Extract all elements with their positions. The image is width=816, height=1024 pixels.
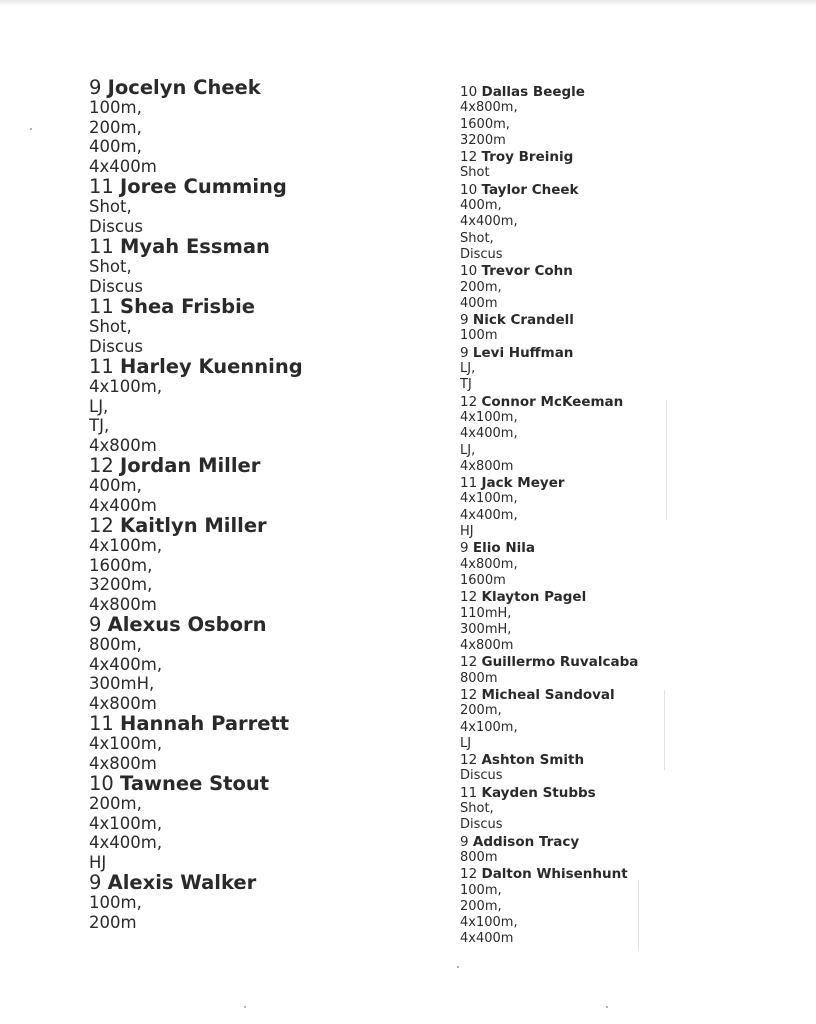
event-item: 100m,	[89, 98, 142, 117]
event-item: 800m	[460, 670, 498, 686]
athlete-name: Dallas Beegle	[481, 84, 585, 100]
athlete-grade: 9	[89, 76, 102, 99]
boys-roster-column	[460, 84, 790, 948]
athlete-grade: 12	[89, 454, 114, 477]
scan-edge-line	[638, 880, 639, 950]
event-item: 4x100m,	[460, 719, 518, 735]
athlete-name: Nick Crandell	[472, 312, 574, 329]
athlete-entry	[460, 345, 790, 394]
athlete-name: Trevor Cohn	[481, 263, 573, 280]
athlete-grade: 12	[460, 686, 478, 703]
athlete-grade: 12	[460, 752, 478, 769]
athlete-name: Shea Frisbie	[120, 295, 255, 318]
event-item: 4x100m,	[89, 734, 163, 753]
event-item: 4x400m,	[89, 654, 163, 674]
athlete-name-line	[460, 263, 790, 279]
event-item: 4x100m,	[89, 377, 163, 396]
athlete-grade: 12	[460, 589, 478, 606]
athlete-name-line	[460, 345, 790, 361]
athlete-grade: 9	[460, 344, 469, 361]
athlete-entry	[460, 785, 790, 834]
event-item: 800m	[460, 849, 498, 865]
event-item: 4x100m,	[89, 536, 163, 555]
event-item: 4x400m	[460, 931, 514, 947]
event-item: Shot,	[89, 257, 132, 276]
athlete-grade: 9	[89, 613, 102, 636]
athlete-entry	[89, 872, 419, 932]
athlete-name-line	[89, 176, 419, 197]
scan-speck	[606, 1006, 608, 1008]
event-item: Discus	[460, 817, 503, 833]
athlete-grade: 12	[460, 393, 478, 410]
event-item: TJ	[460, 377, 472, 393]
athlete-entry	[460, 475, 790, 540]
event-item: 4x800m,	[460, 556, 518, 572]
scan-edge-line	[664, 690, 665, 770]
athlete-name: Kayden Stubbs	[481, 784, 596, 801]
event-item: Discus	[460, 768, 503, 784]
event-item: 200m,	[89, 117, 142, 137]
athlete-grade: 9	[460, 833, 469, 850]
event-item: 4x100m,	[460, 491, 518, 507]
athlete-entry	[89, 77, 419, 176]
athlete-name: Kaitlyn Miller	[120, 514, 267, 537]
athlete-name-line	[89, 713, 419, 734]
athlete-entry	[89, 356, 419, 455]
athlete-entry	[460, 589, 790, 654]
event-item: 400m,	[89, 137, 142, 156]
event-item: 100m,	[89, 893, 142, 912]
event-item: 4x800m	[89, 753, 157, 773]
event-item: 4x400m,	[460, 426, 518, 442]
athlete-name: Dalton Whisenhunt	[481, 866, 628, 883]
athlete-name: Connor McKeeman	[481, 393, 624, 410]
athlete-name-line	[460, 834, 790, 850]
athlete-name-line	[460, 589, 790, 605]
athlete-name-line	[89, 773, 419, 794]
event-item: Shot,	[460, 230, 494, 246]
athlete-name-line	[460, 654, 790, 670]
event-item: 800m,	[89, 635, 142, 654]
athlete-grade: 10	[460, 84, 478, 100]
athlete-name: Taylor Cheek	[481, 181, 579, 198]
athlete-name-line	[460, 182, 790, 198]
athlete-entry	[460, 834, 790, 867]
athlete-name-line	[460, 866, 790, 882]
athlete-entry	[460, 752, 790, 785]
athlete-grade: 12	[460, 866, 478, 883]
event-item: 3200m,	[89, 575, 153, 594]
athlete-grade: 11	[89, 295, 114, 318]
athlete-entry	[460, 182, 790, 263]
event-item: 4x800m	[460, 458, 514, 474]
event-item: 200m,	[460, 279, 502, 295]
athlete-entry	[460, 866, 790, 947]
athlete-entry	[460, 263, 790, 312]
event-item: Discus	[89, 336, 144, 356]
athlete-entry	[460, 312, 790, 345]
athlete-name-line	[460, 394, 790, 410]
page-top-shadow	[0, 0, 816, 6]
athlete-name-line	[460, 149, 790, 165]
event-item: HJ	[460, 524, 474, 540]
athlete-grade: 11	[89, 175, 114, 198]
athlete-entry	[460, 654, 790, 687]
athlete-name: Alexus Osborn	[107, 613, 267, 636]
event-item: 200m	[89, 912, 137, 932]
event-item: Discus	[89, 216, 144, 236]
event-item: 1600m,	[89, 555, 153, 575]
athlete-grade: 10	[89, 772, 114, 795]
athlete-grade: 12	[89, 514, 114, 537]
athlete-name-line	[460, 540, 790, 556]
event-item: HJ	[89, 852, 107, 872]
athlete-entry	[89, 773, 419, 872]
event-item: 300mH,	[89, 674, 155, 693]
athlete-name: Hannah Parrett	[120, 712, 290, 735]
athlete-name: Klayton Pagel	[481, 589, 587, 606]
event-item: 200m,	[89, 794, 142, 813]
athlete-entry	[89, 296, 419, 356]
athlete-entry	[460, 84, 790, 149]
athlete-name: Elio Nila	[472, 540, 536, 557]
event-item: LJ,	[460, 361, 476, 377]
athlete-grade: 12	[460, 654, 478, 671]
event-item: Shot,	[460, 801, 494, 817]
event-item: 300mH,	[460, 621, 512, 637]
athlete-name: Micheal Sandoval	[481, 686, 615, 703]
athlete-entry	[89, 455, 419, 515]
scan-speck	[30, 128, 32, 130]
event-item: 200m,	[460, 898, 502, 914]
event-item: 400m,	[460, 198, 502, 214]
event-item: 3200m	[460, 132, 506, 148]
scan-speck	[457, 966, 459, 968]
athlete-grade: 11	[460, 784, 478, 801]
athlete-grade: 10	[460, 181, 478, 198]
athlete-name-line	[460, 475, 790, 491]
event-item: Shot,	[89, 317, 132, 336]
athlete-name: Harley Kuenning	[120, 355, 303, 378]
event-item: TJ,	[89, 416, 110, 435]
athlete-name: Myah Essman	[120, 235, 270, 258]
athlete-name: Ashton Smith	[481, 752, 585, 769]
athlete-name: Jack Meyer	[481, 475, 565, 492]
athlete-entry	[89, 515, 419, 614]
athlete-name: Joree Cumming	[120, 175, 287, 198]
event-item: 4x400m	[89, 495, 157, 515]
athlete-entry	[460, 149, 790, 182]
event-item: 110mH,	[460, 605, 512, 621]
event-item: Shot,	[89, 197, 132, 216]
event-item: 200m,	[460, 703, 502, 719]
event-item: 4x400m,	[460, 214, 518, 230]
athlete-grade: 11	[460, 475, 478, 492]
athlete-entry	[89, 236, 419, 296]
athlete-grade: 11	[89, 355, 114, 378]
athlete-name-line	[460, 312, 790, 328]
athlete-name: Guillermo Ruvalcaba	[481, 654, 639, 671]
event-item: 400m	[460, 295, 498, 311]
athlete-name-line	[460, 752, 790, 768]
athlete-name: Jordan Miller	[120, 454, 261, 477]
event-item: LJ,	[89, 396, 109, 416]
event-item: 4x100m,	[460, 409, 518, 425]
athlete-grade: 10	[460, 263, 478, 280]
girls-roster-column	[89, 77, 419, 932]
event-item: Discus	[460, 246, 503, 262]
athlete-name-line	[460, 785, 790, 801]
event-item: LJ,	[460, 442, 476, 458]
athlete-name: Alexis Walker	[107, 871, 257, 894]
athlete-name: Tawnee Stout	[120, 772, 270, 795]
athlete-entry	[89, 176, 419, 236]
event-item: 400m,	[89, 476, 142, 495]
athlete-name: Jocelyn Cheek	[107, 76, 261, 99]
athlete-name: Troy Breinig	[481, 149, 574, 166]
event-item: 4x400m	[89, 156, 157, 176]
athlete-grade: 9	[89, 871, 102, 894]
athlete-entry	[460, 540, 790, 589]
event-item: 1600m,	[460, 116, 510, 132]
athlete-grade: 12	[460, 149, 478, 166]
athlete-grade: 9	[460, 312, 469, 329]
event-item: 4x400m,	[460, 507, 518, 523]
event-item: 1600m	[460, 572, 506, 588]
athlete-entry	[89, 713, 419, 773]
athlete-name-line	[460, 84, 790, 100]
athlete-name: Addison Tracy	[472, 833, 580, 850]
event-item: 4x800m	[460, 638, 514, 654]
athlete-name-line	[89, 296, 419, 317]
athlete-name-line	[89, 77, 419, 98]
athlete-name-line	[89, 356, 419, 377]
athlete-name-line	[89, 455, 419, 476]
athlete-grade: 11	[89, 235, 114, 258]
athlete-name-line	[89, 515, 419, 536]
athlete-entry	[460, 394, 790, 475]
event-item: LJ	[460, 735, 472, 751]
scan-edge-line	[666, 400, 667, 520]
athlete-grade: 9	[460, 540, 469, 557]
event-item: 100m	[460, 328, 498, 344]
athlete-name-line	[460, 687, 790, 703]
scan-speck	[244, 1006, 246, 1008]
event-item: 4x800m	[89, 435, 157, 455]
athlete-entry	[89, 614, 419, 713]
event-item: 4x400m,	[89, 833, 163, 852]
athlete-entry	[460, 687, 790, 752]
event-item: 4x800m,	[460, 100, 518, 116]
event-item: Discus	[89, 276, 144, 296]
event-item: 4x800m	[89, 693, 157, 713]
athlete-name-line	[89, 614, 419, 635]
event-item: 4x100m,	[89, 813, 163, 833]
athlete-name-line	[89, 872, 419, 893]
athlete-grade: 11	[89, 712, 114, 735]
event-item: 4x100m,	[460, 915, 518, 931]
event-item: 4x800m	[89, 594, 157, 614]
athlete-name: Levi Huffman	[472, 344, 574, 361]
event-item: 100m,	[460, 882, 502, 898]
event-item: Shot	[460, 165, 490, 181]
athlete-name-line	[89, 236, 419, 257]
